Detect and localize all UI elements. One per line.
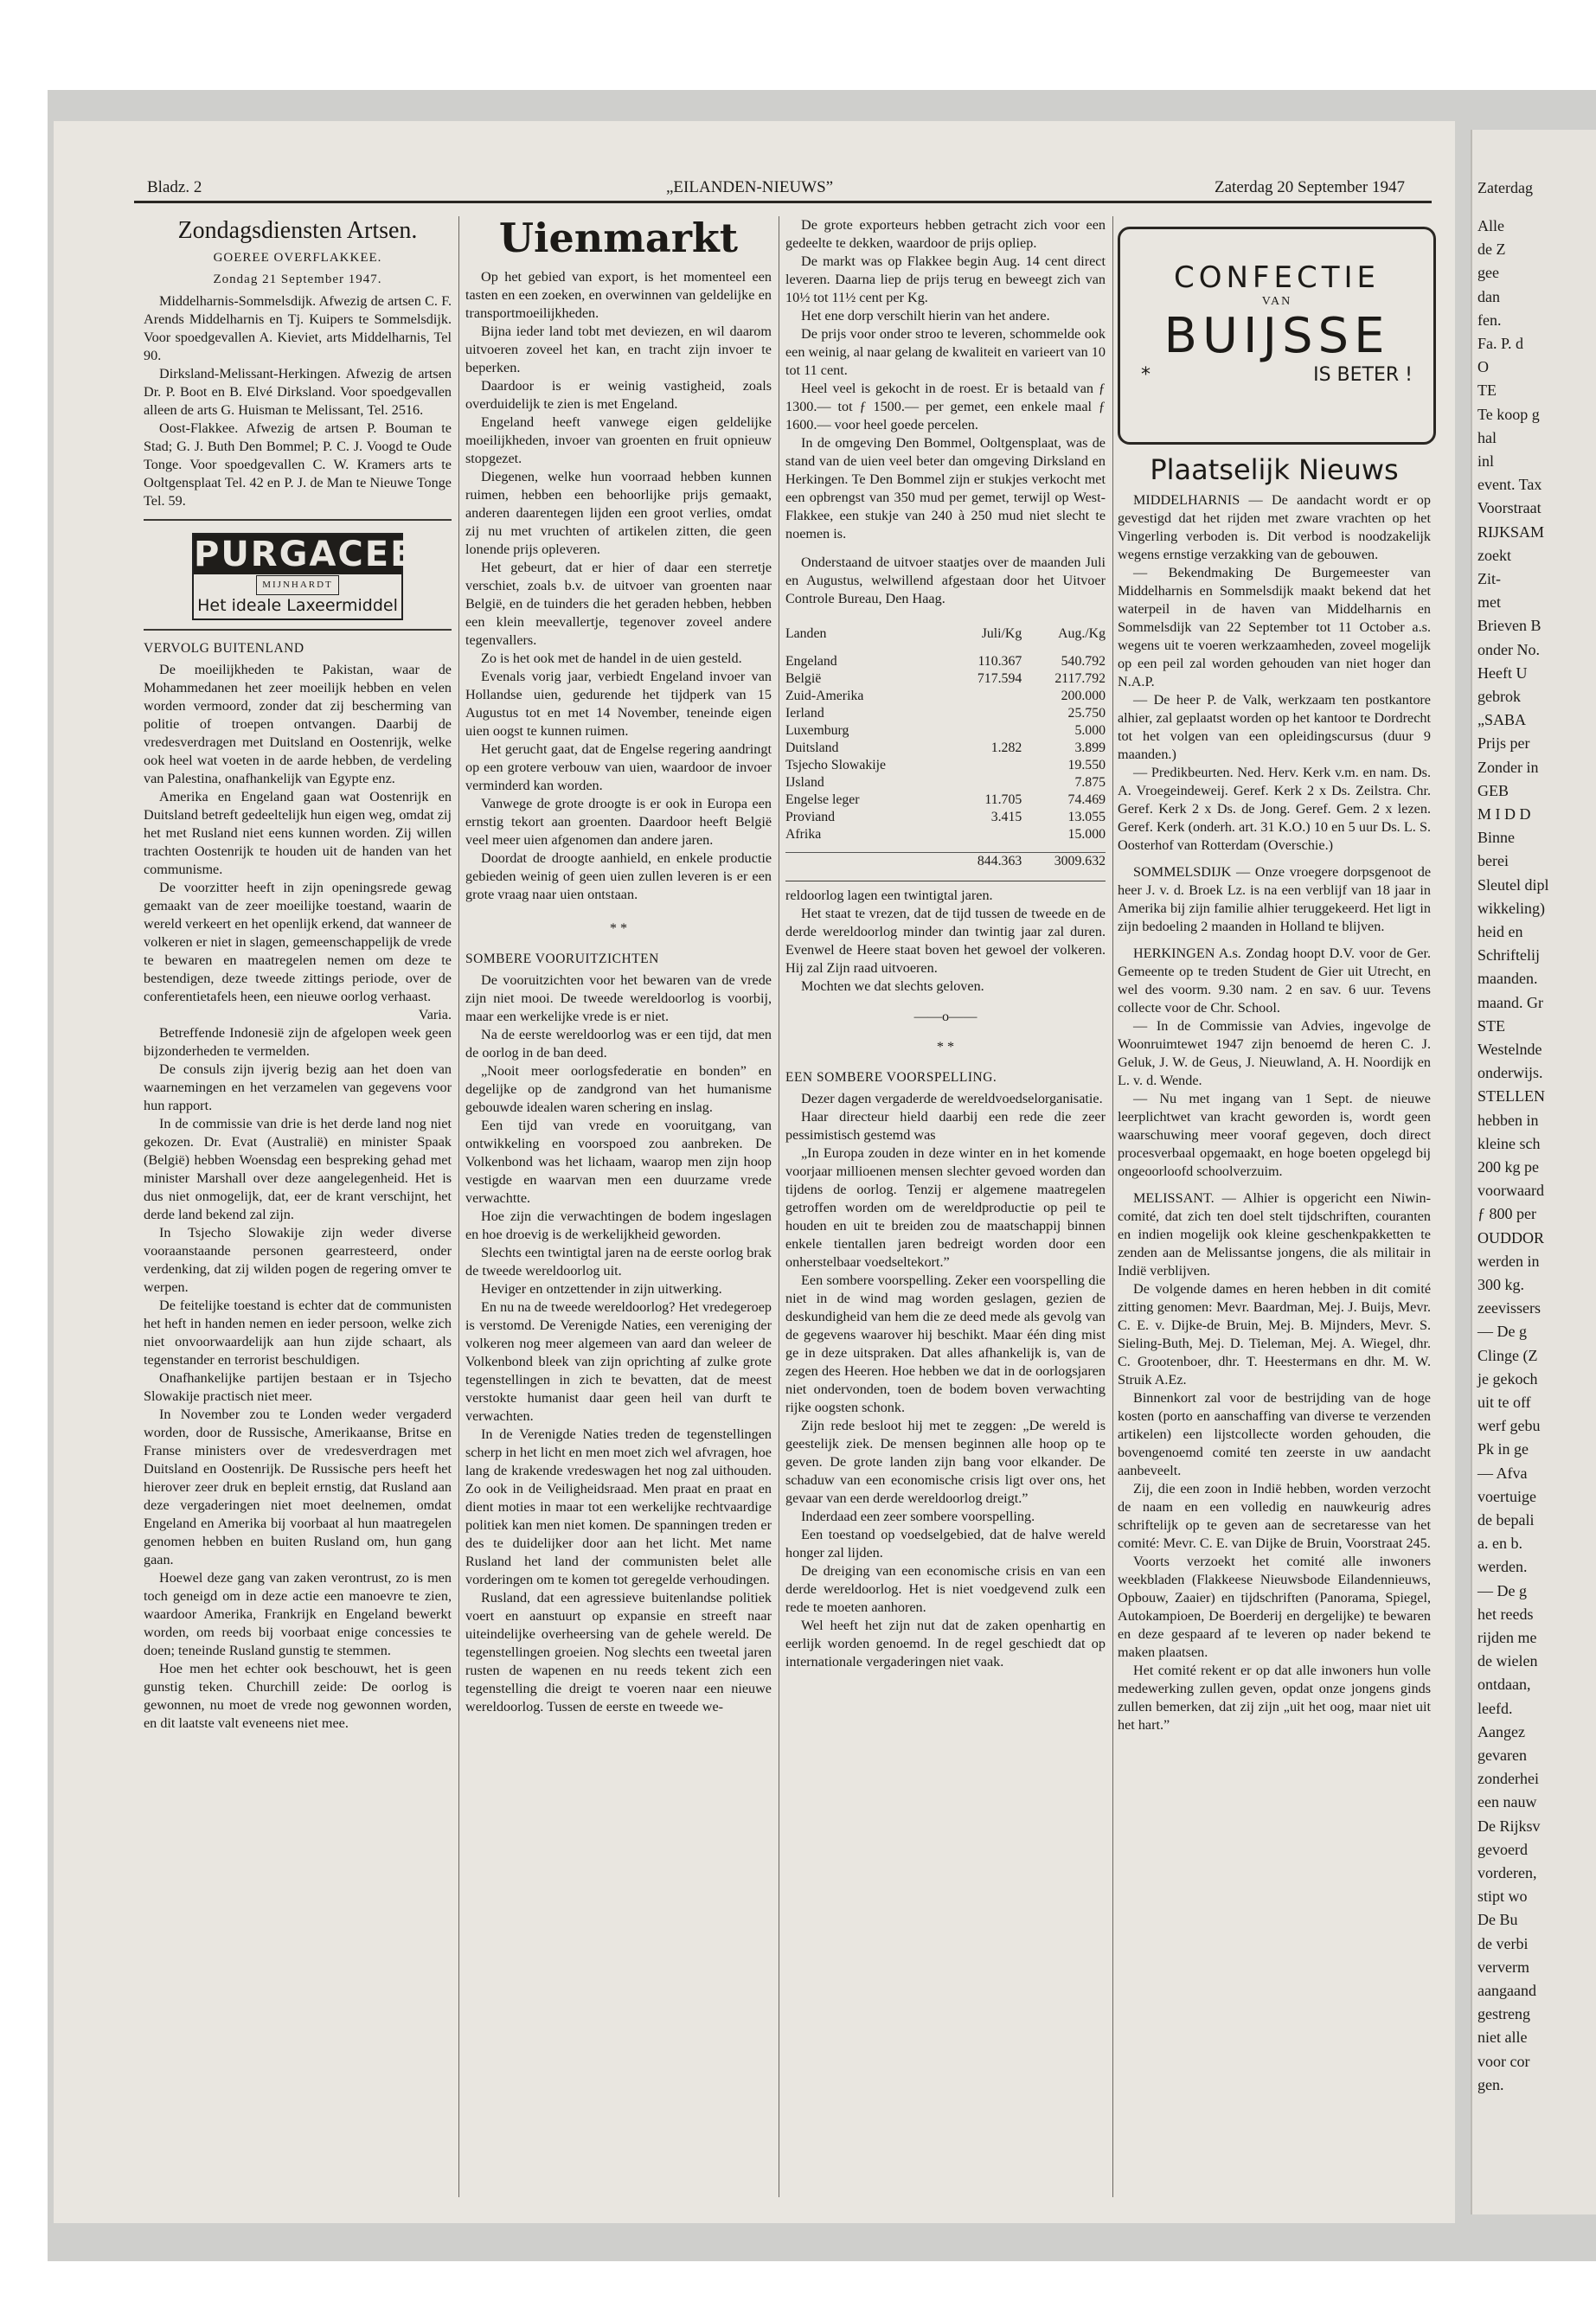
ad-tagline: Het ideale Laxeermiddel bbox=[197, 596, 398, 615]
adjacent-text-fragment: STE bbox=[1477, 1016, 1506, 1035]
adjacent-text-fragment: gee bbox=[1477, 264, 1499, 282]
newspaper-title: „EILANDEN-NIEUWS” bbox=[666, 178, 834, 196]
adjacent-text-fragment: Binne bbox=[1477, 829, 1515, 847]
paragraph: Daardoor is er weinig vastigheid, zoals overduidelijk te zien is met Engeland. bbox=[465, 378, 772, 412]
adjacent-text-fragment: Zit- bbox=[1477, 570, 1501, 587]
value-cell: 25.750 bbox=[1067, 706, 1106, 721]
service-date: Zondag 21 September 1947. bbox=[213, 272, 382, 286]
adjacent-text-fragment: a. en b. bbox=[1477, 1535, 1522, 1553]
adjacent-text-fragment: TE bbox=[1477, 381, 1497, 400]
adjacent-text-fragment: Westelnde bbox=[1477, 1041, 1542, 1058]
adjacent-text-fragment: gebrok bbox=[1477, 688, 1521, 705]
value-cell: 110.367 bbox=[977, 654, 1022, 669]
adjacent-text-fragment: berei bbox=[1477, 852, 1509, 870]
table-row bbox=[785, 722, 1106, 740]
adjacent-text-fragment: wikkeling) bbox=[1477, 899, 1545, 917]
paragraph: Betreffende Indonesië zijn de afgelopen week geen bijzonderheden te vermelden. bbox=[144, 1025, 452, 1059]
adjacent-text-fragment: de verbi bbox=[1477, 1934, 1529, 1952]
paragraph: De grote exporteurs hebben getracht zich voor een gedeelte te dekken, waardoor de prijs opliep. bbox=[785, 217, 1106, 251]
adjacent-text-fragment: voor cor bbox=[1477, 2052, 1530, 2070]
paragraph: In de commissie van drie is het derde land nog niet gekozen. Dr. Evat (Australië) en minister Spaak (België) hebben Woensdag een bespreking gehad met minister Marshall over deze aangelegenheid. Het is dus niet onmogelijk, dat, eer de krant verschijnt, het derde land bekend zal zijn. bbox=[144, 1116, 452, 1222]
adjacent-text-fragment: stipt wo bbox=[1477, 1888, 1528, 1906]
adjacent-text-fragment: dan bbox=[1477, 287, 1500, 305]
value-cell bbox=[949, 757, 1022, 774]
paragraph: Wel heeft het zijn nut dat de zaken openhartig en eerlijk worden genoemd. In de regel geschiedt dat op internationale vergaderingen niet vaak. bbox=[785, 1618, 1106, 1670]
adjacent-text-fragment: M I D D bbox=[1477, 805, 1531, 823]
table-row bbox=[785, 670, 1106, 688]
adjacent-text-fragment: heid en bbox=[1477, 923, 1523, 940]
purgaceen-advertisement bbox=[192, 533, 446, 620]
adjacent-text-fragment: De Bu bbox=[1477, 1911, 1518, 1929]
paragraph: Heel veel is gekocht in de roest. Er is betaald van ƒ 1300.— tot ƒ 1500.— per gemet, een enkele maal ƒ 1600.— voor heel goede percelen. bbox=[785, 381, 1106, 433]
value-cell: 7.875 bbox=[1074, 775, 1106, 790]
adjacent-text-fragment: Heeft U bbox=[1477, 663, 1528, 682]
paragraph: „Nooit meer oorlogsfederatie en bonden” en degelijke op de zandgrond van het humanisme gebouwde idealen waren schering en inslag. bbox=[465, 1063, 772, 1115]
adjacent-text-fragment: voertuige bbox=[1477, 1487, 1536, 1505]
adjacent-text-fragment: de Z bbox=[1477, 240, 1506, 259]
column-1 bbox=[144, 216, 452, 2206]
paragraph: Rusland, dat een agressieve buitenlandse politiek voert en aanstuurt op expansie en streeft naar uiteindelijke overheersing van de gehele wereld. De tegenstellingen groeien. Nog slechts een tweetal jaren rusten de wapenen en nu reeds tekent zich een tegenstelling die dreigt te voeren naar een nieuwe wereldoorlog. Tussen de eerste en tweede we- bbox=[465, 1590, 772, 1715]
adjacent-text-fragment: hebben in bbox=[1477, 1111, 1539, 1129]
adjacent-text-fragment: het reeds bbox=[1477, 1605, 1534, 1623]
paragraph: Zo is het ook met de handel in de uien gesteld. bbox=[481, 651, 742, 666]
table-row bbox=[785, 740, 1106, 757]
issue-date: Zaterdag 20 September 1947 bbox=[1215, 178, 1406, 196]
table-total: 3009.632 bbox=[1054, 854, 1106, 868]
paragraph: „In Europa zouden in deze winter en in het komende voorjaar millioenen mensen slechter gevoed worden dan tijdens de oorlog. Tenzij er algemene maatregelen getroffen worden om de wereldproductie op peil te houden en uit te breiden zou de maatschappij binnen enkele tientallen jaren bedreigt worden door een onherstelbaar voedseltekort.” bbox=[785, 1145, 1106, 1270]
section-heading-buitenland: VERVOLG BUITENLAND bbox=[144, 641, 304, 656]
paragraph: Haar directeur hield daarbij een rede die zeer pessimistisch gestemd was bbox=[785, 1109, 1106, 1143]
adjacent-page-edge bbox=[1471, 130, 1596, 2214]
adjacent-text-fragment: Alle bbox=[1477, 217, 1504, 234]
value-cell bbox=[949, 688, 1022, 705]
paragraph: Engeland heeft vanwege eigen geldelijke moeilijkheden, invoer van groenten en fruit opnieuw stopgezet. bbox=[465, 414, 772, 466]
paragraph: MELISSANT. — Alhier is opgericht een Niwin-comité, dat zich ten doel stelt tijdschriften, couranten en indien mogelijk ook kleine geschenkpakketten te zenden aan de Melissantse jongens, die als militair in Indië verblijven. bbox=[1118, 1190, 1431, 1279]
paragraph: Hoe zijn die verwachtingen de bodem ingeslagen en hoe droevig is de werkelijkheid geworden. bbox=[465, 1208, 772, 1242]
country-cell: IJsland bbox=[785, 775, 824, 790]
value-cell: 717.594 bbox=[977, 671, 1022, 686]
adjacent-text-fragment: een nauw bbox=[1477, 1793, 1537, 1811]
adjacent-text-fragment: — Afva bbox=[1477, 1464, 1528, 1482]
paragraph: Het ene dorp verschilt hierin van het andere. bbox=[801, 308, 1050, 324]
paragraph: In Tsjecho Slowakije zijn weder diverse vooraanstaande personen gearresteerd, onder verdenking, dat zij wilden pogen de regering omver te werpen. bbox=[144, 1225, 452, 1295]
adjacent-text-fragment: onderwijs. bbox=[1477, 1064, 1543, 1082]
table-row bbox=[785, 774, 1106, 792]
paragraph: Op het gebied van export, is het momenteel een tasten en een zoeken, en overwinnen van geldelijke en transportmoeilijkheden. bbox=[465, 269, 772, 321]
value-cell: 13.055 bbox=[1067, 810, 1106, 824]
article-title-plaatselijk-nieuws: Plaatselijk Nieuws bbox=[1150, 455, 1399, 486]
paragraph: Oost-Flakkee. Afwezig de artsen P. Bouman te Stad; G. J. Buth Den Bommel; P. C. J. Voogd te Oude Tonge. Voor spoedgevallen C. W. Kramers arts te Ooltgensplaat Tel. 42 en P. J. de Man te Nieuwe Tonge Tel. 59. bbox=[144, 420, 452, 509]
country-cell: België bbox=[785, 671, 822, 686]
section-rule bbox=[144, 519, 452, 521]
header-rule bbox=[134, 201, 1432, 203]
adjacent-text-fragment: werden in bbox=[1477, 1252, 1540, 1270]
adjacent-text-fragment: 300 kg. bbox=[1477, 1276, 1524, 1293]
adjacent-text-fragment: RIJKSAM bbox=[1477, 522, 1545, 541]
section-rule bbox=[144, 629, 452, 631]
adjacent-text-fragment: aangaand bbox=[1477, 1982, 1536, 1999]
paragraph: Vanwege de grote droogte is er ook in Europa een ernstig tekort aan groenten. Daardoor heeft België veel meer uien afgenomen dan andere jaren. bbox=[465, 796, 772, 848]
adjacent-text-fragment: zoekt bbox=[1477, 546, 1511, 564]
paragraph: Amerika en Engeland gaan wat Oostenrijk en Duitsland betreft gedeeltelijk hun eigen weg, omdat zij het met Rusland niet eens kunnen worden. Zij willen trachten Oostenrijk te houden uit de handen van het communisme. bbox=[144, 789, 452, 877]
country-cell: Engeland bbox=[785, 654, 837, 669]
adjacent-text-fragment: onder No. bbox=[1477, 640, 1540, 658]
paragraph: Hoe men het echter ook beschouwt, het is geen gunstig teken. Churchill zeide: De oorlog is gewonnen, nu moet de vrede nog gewonnen worden, en dit laatste valt eveneens niet mee. bbox=[144, 1661, 452, 1731]
paragraph: Het gerucht gaat, dat de Engelse regering aandringt op een grotere verbouw van uien, waardoor de invoer verminderd kan worden. bbox=[465, 741, 772, 793]
paragraph: Een toestand op voedselgebied, dat de halve wereld honger zal lijden. bbox=[785, 1527, 1106, 1561]
adjacent-text-fragment: werf gebu bbox=[1477, 1417, 1541, 1435]
paragraph: Dirksland-Melissant-Herkingen. Afwezig de artsen Dr. P. Boot en B. Elvé Dirksland. Voor spoedgevallen alleen de arts G. Huisman te Melissant, Tel. 2516. bbox=[144, 366, 452, 418]
table-header: Aug./Kg bbox=[1058, 626, 1106, 641]
table-row bbox=[785, 705, 1106, 722]
value-cell: 200.000 bbox=[1061, 689, 1106, 703]
adjacent-text-fragment: — De g bbox=[1477, 1581, 1527, 1599]
paragraph: Binnenkort zal voor de bestrijding van de hoge kosten (porto en aanschaffing van diverse te verzenden artikelen) een lijstcollecte worden gehouden, die bovengenoemd comité ten zeerste in uw aandacht aanbeveelt. bbox=[1118, 1390, 1431, 1478]
adjacent-text-fragment: de wielen bbox=[1477, 1652, 1538, 1670]
ad-footer bbox=[1120, 364, 1433, 386]
paragraph: Onderstaand de uitvoer staatjes over de maanden Juli en Augustus, welwillend afgestaan door het Uitvoer Controle Bureau, Den Haag. bbox=[785, 554, 1106, 606]
country-cell: Duitsland bbox=[785, 740, 839, 755]
adjacent-text-fragment: inl bbox=[1477, 452, 1495, 470]
paragraph: De volgende dames en heren hebben in dit comité zitting genomen: Mevr. Baardman, Mej. J. Buijs, Mevr. C. E. v. Dijke-de Bruin, Mej. B. Mijnders, Mevr. S. Sieling-Buth, Mej. D. Tieleman, Mej. A. Wiegel, dhr. C. Grootenboer, dhr. T. Heestermans en dhr. M. W. Struik A.Ez. bbox=[1118, 1281, 1431, 1388]
adjacent-text-fragment: De Rijksv bbox=[1477, 1817, 1541, 1835]
section-ornament: * * bbox=[936, 1039, 955, 1054]
value-cell: 1.282 bbox=[990, 740, 1022, 755]
value-cell bbox=[949, 705, 1022, 722]
export-table bbox=[785, 625, 1106, 870]
value-cell bbox=[949, 774, 1022, 792]
value-cell bbox=[949, 722, 1022, 740]
paragraph: — In de Commissie van Advies, ingevolge de Woonruimtewet 1947 zijn benoemd de heren C. J. Geluk, J. W. de Geus, J. Nieuwland, A. H. Noordijk en L. v. d. Wende. bbox=[1118, 1018, 1431, 1088]
country-cell: Engelse leger bbox=[785, 792, 860, 807]
adjacent-text-fragment: de bepali bbox=[1477, 1511, 1535, 1529]
signature: Varia. bbox=[418, 1007, 452, 1022]
adjacent-text-fragment: niet alle bbox=[1477, 2029, 1528, 2047]
table-header: Juli/Kg bbox=[981, 626, 1022, 641]
country-cell: Proviand bbox=[785, 810, 836, 824]
paragraph: — Bekendmaking De Burgemeester van Middelharnis en Sommelsdijk maakt bekend dat het waterpeil in de haven van Middelharnis en Sommelsdijk van 22 September tot 11 October a.s. wegens uit te voeren werkzaamheden, zoveel mogelijk op een peil zal worden gehouden van niet hoger dan N.A.P. bbox=[1118, 565, 1431, 689]
value-cell: 3.415 bbox=[990, 810, 1022, 824]
adjacent-text-fragment: Te koop g bbox=[1477, 405, 1540, 423]
ad-headline: CONFECTIE bbox=[1174, 260, 1380, 295]
paragraph: Bijna ieder land tobt met deviezen, en wil daarom uitvoeren zoveel het kan, en tracht zijn invoer te beperken. bbox=[465, 324, 772, 375]
paragraph: — De heer P. de Valk, werkzaam ten postkantore alhier, zal geplaatst worden op het kantoor te Dordrecht tot het volgen van een opleidingscursus (duur 9 maanden.) bbox=[1118, 692, 1431, 762]
paragraph: Doordat de droogte aanhield, en enkele productie gebieden weinig of geen uien zullen leveren is er een grote vraag naar uien ontstaan. bbox=[465, 850, 772, 902]
country-cell: Zuid-Amerika bbox=[785, 689, 864, 703]
paragraph: Inderdaad een zeer sombere voorspelling. bbox=[801, 1509, 1035, 1524]
adjacent-text-fragment: Pk in ge bbox=[1477, 1440, 1529, 1458]
table-row bbox=[785, 688, 1106, 705]
adjacent-text-fragment: Aangez bbox=[1477, 1722, 1525, 1740]
paragraph: De consuls zijn ijverig bezig aan het doen van waarnemingen en het verzamelen van gegevens voor hun rapport. bbox=[144, 1061, 452, 1113]
paragraph: — Predikbeurten. Ned. Herv. Kerk v.m. en nam. Ds. A. Vroegeindeweij. Geref. Kerk 2 x Ds. Zeilstra. Chr. Geref. Kerk 2 x Ds. de Jong. Geref. Gem. 2 x lezen. Geref. Kerk (onderh. art. 31 K.O.) 10 en 5 uur Ds. L. S. Oosterhof van Rotterdam (Overschie.) bbox=[1118, 765, 1431, 853]
ad-star-glyph: * bbox=[1141, 364, 1151, 386]
paragraph: reldoorlog lagen een twintigtal jaren. bbox=[785, 888, 993, 903]
paragraph: Het staat te vrezen, dat de tijd tussen de tweede en de derde wereldoorlog minder dan twintig jaar zal duren. Evenwel de Heere staat boven het gewoel der volkeren. Hij zal Zijn raad uitvoeren. bbox=[785, 906, 1106, 976]
confectie-buijsse-advertisement bbox=[1118, 227, 1436, 445]
adjacent-text-fragment: uit te off bbox=[1477, 1394, 1531, 1411]
table-row bbox=[785, 792, 1106, 809]
adjacent-text-fragment: rijden me bbox=[1477, 1629, 1537, 1646]
adjacent-text-fragment: Zonder in bbox=[1477, 758, 1539, 776]
adjacent-text-fragment: zeevissers bbox=[1477, 1299, 1541, 1317]
value-cell: 3.899 bbox=[1074, 740, 1106, 755]
paragraph: Een sombere voorspelling. Zeker een voorspelling die niet in de wind mag worden geslagen, gezien de deskundigheid van hem die ze deed mede als gevolg van de gegevens waarover hij beschikt. Maar één ding mist ge in deze uitspraken. Dat alles afhankelijk is, van de zegen des Heeren. Hoe hebben we dat in de oorlogsjaren niet ondervonden, toen de bodem boven verwachting rijke oogsten schonk. bbox=[785, 1272, 1106, 1415]
paragraph: SOMMELSDIJK — Onze vroegere dorpsgenoot de heer J. v. d. Broek Lz. is na een verblijf van 18 jaar in Amerika bij zijn familie alhier teruggekeerd. Het ligt in zijn bedoeling 2 maanden in Holland te blijven. bbox=[1118, 864, 1431, 934]
table-total-row bbox=[785, 853, 1106, 871]
table-row bbox=[785, 757, 1106, 774]
paragraph: De voorzitter heeft in zijn openingsrede gewag gemaakt van de zeer moeilijke toestand, waarin de wereld verkeert en het openlijk erkend, dat wanneer de volkeren er niet in slagen, gemeenschappelijk de vrede te bewaren en maatregelen nemen om deze te bestendigen, deze tweede zittings periode, over de conferentietafels heen, een nieuwe oorlog verhaast. bbox=[144, 880, 452, 1004]
paragraph: In de Verenigde Naties treden de tegenstellingen scherp in het licht en men moet zich wel afvragen, hoe lang de krakende vredeswagen het nog zal uithouden. Zo ook in de Veiligheidsraad. Men praat en praat en dient moties in maar tot een werkelijke rechtvaardige politiek kan men niet komen. De spanningen treden er des te duidelijker door aan het licht. Met name Rusland het land der communisten belet alle vorderingen om te komen tot geregelde verhoudingen. bbox=[465, 1426, 772, 1587]
paragraph: De markt was op Flakkee begin Aug. 14 cent direct leveren. Daarna liep de prijs terug en beweegt zich van 10½ tot 11½ cent per Kg. bbox=[785, 253, 1106, 305]
adjacent-text-fragment: voorwaard bbox=[1477, 1182, 1544, 1200]
ad-maker: MIJNHARDT bbox=[256, 575, 339, 595]
paragraph: Dezer dagen vergaderde de wereldvoedselorganisatie. bbox=[801, 1091, 1103, 1106]
article-title-artsen: Zondagsdiensten Artsen. bbox=[177, 217, 418, 244]
paragraph: De prijs voor onder stroo te leveren, schommelde ook een weinig, al naar gelang de kwaliteit en varieert van 10 tot 11 cent. bbox=[785, 326, 1106, 378]
adjacent-text-fragment: Brieven B bbox=[1477, 617, 1542, 635]
adjacent-header: Zaterdag bbox=[1477, 179, 1533, 196]
adjacent-text-fragment: gevaren bbox=[1477, 1747, 1527, 1764]
paragraph: Onafhankelijke partijen bestaan er in Tsjecho Slowakije practisch niet meer. bbox=[144, 1370, 452, 1404]
paragraph: Hoewel deze gang van zaken verontrust, zo is men toch geneigd om in deze actie een manoevre te zien, waardoor Amerika, Frankrijk en Engeland bewerkt worden, om reeds bij voorbaat enige concessies te doen; teneinde Rusland gunstig te stemmen. bbox=[144, 1570, 452, 1658]
adjacent-text-fragment: Voorstraat bbox=[1477, 499, 1542, 517]
region-heading: GOEREE OVERFLAKKEE. bbox=[213, 251, 382, 265]
paragraph: HERKINGEN A.s. Zondag hoopt D.V. voor de Ger. Gemeente op te treden Student de Gier uit Utrecht, en wel des voorm. 9.30 nam. 2 en sav. 6 uur. Tevens collecte voor de Chr. School. bbox=[1118, 945, 1431, 1016]
paragraph: — Nu met ingang van 1 Sept. de nieuwe leerplichtwet van kracht geworden is, wordt geen waarschuwing meer vooraf gegeven, doch direct procesverbaal opgemaakt, en hoge boeten opgelegd bij ongeoorloofd schoolverzuim. bbox=[1118, 1091, 1431, 1179]
value-cell: 2117.792 bbox=[1054, 671, 1106, 686]
paragraph: Het gebeurt, dat er hier of daar een sterretje verschiet, zoals b.v. de uitvoer van groenten naar België, en de tuinders die het geraden hebben, hebben een klein meevallertje, tegenover zoveel andere tegenvallers. bbox=[465, 560, 772, 648]
adjacent-text-fragment: kleine sch bbox=[1477, 1134, 1541, 1152]
adjacent-text-fragment: je gekoch bbox=[1477, 1369, 1538, 1388]
paragraph: Heviger en ontzettender in zijn uitwerking. bbox=[481, 1281, 722, 1297]
adjacent-text-fragment: ontdaan, bbox=[1477, 1676, 1531, 1694]
adjacent-text-fragment: Schriftelij bbox=[1477, 946, 1540, 965]
table-row bbox=[785, 653, 1106, 670]
adjacent-text-fragment: Fa. P. d bbox=[1477, 335, 1524, 352]
value-cell: 15.000 bbox=[1067, 827, 1106, 842]
adjacent-text-fragment: Clinge (Z bbox=[1477, 1346, 1538, 1364]
adjacent-text-fragment: gen. bbox=[1477, 2075, 1504, 2093]
adjacent-text-fragment: werden. bbox=[1477, 1558, 1528, 1576]
adjacent-text-fragment: maanden. bbox=[1477, 970, 1538, 988]
paragraph: De vooruitzichten voor het bewaren van de vrede zijn niet mooi. De tweede wereldoorlog is voorbij, maar een werkelijke vrede is er niet. bbox=[465, 972, 772, 1024]
column-2 bbox=[465, 216, 772, 2206]
ad-slogan: IS BETER ! bbox=[1313, 364, 1413, 386]
paragraph: Zijn rede besloot hij met te zeggen: „De wereld is geestelijk ziek. De mensen beginnen alle hoop op te geven. De grote landen zijn bang voor elkander. De schaduw van een economische crisis ligt over ons, het gevaar van een derde wereldoorlog dreigt.” bbox=[785, 1418, 1106, 1506]
value-cell: 19.550 bbox=[1067, 758, 1106, 772]
table-cell bbox=[785, 853, 949, 871]
value-cell bbox=[949, 826, 1022, 843]
paragraph: MIDDELHARNIS — De aandacht wordt er op gevestigd dat het rijden met zware vrachten op het Vingerling verboden is. Dit verbod is noodzakelijk wegens ernstige verzakking van de gebouwen. bbox=[1118, 492, 1431, 562]
paragraph: Diegenen, welke hun voorraad hebben kunnen ruimen, hebben een behoorlijke prijs gemaakt, anderen daarentegen lijden een groot verlies, omdat zij nu met vruchten of artikelen zitten, die geen lonende prijs opleveren. bbox=[465, 469, 772, 557]
paragraph: Voorts verzoekt het comité alle inwoners weekbladen (Flakkeese Nieuwsbode Eilandennieuws, Opbouw, Zaaier) en tijdschriften (Panorama, Spiegel, Autokampioen, De Boerderij en dergelijke) te bewaren en deze gespaard af te leveren op nader bekend te maken plaatsen. bbox=[1118, 1554, 1431, 1660]
paragraph: De dreiging van een economische crisis en van een derde wereldoorlog. Het is niet voedgevend zulk een rede te moeten aanhoren. bbox=[785, 1563, 1106, 1615]
paragraph: Een tijd van vrede en vooruitgang, van ontwikkeling en voorspoed zou aanbreken. De Volkenbond was het lichaam, waarop men zijn hoop vestigde en waarvan men een duurzame vrede verwachtte. bbox=[465, 1118, 772, 1206]
value-cell: 5.000 bbox=[1074, 723, 1106, 738]
adjacent-text-fragment: 200 kg pe bbox=[1477, 1158, 1539, 1176]
table-row bbox=[785, 809, 1106, 826]
adjacent-text-fragment: ververm bbox=[1477, 1958, 1529, 1976]
paragraph: Het comité rekent er op dat alle inwoners hun volle medewerking zullen geven, opdat onze jongens ginds zullen bemerken, dat zij zijn „uit het oog, maar niet uit het hart.” bbox=[1118, 1663, 1431, 1733]
country-cell: Afrika bbox=[785, 827, 822, 842]
adjacent-text-fragment: OUDDOR bbox=[1477, 1228, 1545, 1247]
paragraph: Slechts een twintigtal jaren na de eerste oorlog brak de tweede wereldoorlog uit. bbox=[465, 1245, 772, 1279]
article-title-uienmarkt: Uienmarkt bbox=[498, 216, 739, 261]
paragraph: Na de eerste wereldoorlog was er een tijd, dat men de oorlog in de ban deed. bbox=[465, 1027, 772, 1061]
adjacent-text-fragment: Prijs per bbox=[1477, 734, 1530, 753]
paragraph: Middelharnis-Sommelsdijk. Afwezig de artsen C. F. Arends Middelharnis en Tj. Kuipers te Sommelsdijk. Voor spoedgevallen A. Kieviet, arts Middelharnis, Tel 90. bbox=[144, 293, 452, 363]
adjacent-text-fragment: zonderhei bbox=[1477, 1770, 1539, 1788]
adjacent-text-fragment: „SABA bbox=[1477, 711, 1527, 729]
adjacent-text-fragment: Sleutel dipl bbox=[1477, 875, 1549, 894]
paragraph: Mochten we dat slechts geloven. bbox=[801, 978, 984, 994]
section-heading-voorspelling: EEN SOMBERE VOORSPELLING. bbox=[785, 1070, 997, 1085]
adjacent-text-fragment: vorderen, bbox=[1477, 1864, 1537, 1881]
ad-brand: PURGACEEN bbox=[194, 535, 446, 574]
column-4 bbox=[1118, 455, 1431, 2202]
column-3 bbox=[785, 216, 1106, 2206]
adjacent-text-fragment: gestreng bbox=[1477, 2005, 1530, 2023]
column-divider bbox=[458, 216, 459, 2197]
paragraph: De moeilijkheden te Pakistan, waar de Mohammedanen het zeer moeilijk hebben en velen worden vermoord, zonder dat zij bescherming van politie of troepen ontvangen. Daarbij de vredesverdragen met Duitsland en Oostenrijk, welke ook heel wat voeten in de aarde hebben, de verdeling van Palestina, onafhankelijk van Egypte enz. bbox=[144, 662, 452, 786]
country-cell: Tsjecho Slowakije bbox=[785, 758, 887, 772]
page-number: Bladz. 2 bbox=[147, 178, 202, 196]
adjacent-text-fragment: maand. Gr bbox=[1477, 993, 1543, 1011]
table-header: Landen bbox=[785, 626, 827, 641]
paragraph: Zij, die een zoon in Indië hebben, worden verzocht de naam en een volledig en nauwkeurig adres schriftelijk op te geven aan de secretaresse van het comité: Mevr. C. E. van Dijke de Bruin, Voorstraat 245. bbox=[1118, 1481, 1431, 1551]
adjacent-text-fragment: GEB bbox=[1477, 781, 1509, 799]
adjacent-text-fragment: hal bbox=[1477, 428, 1497, 446]
paragraph: In November zou te Londen weder vergaderd worden, door de Russische, Amerikaanse, Britse en Franse ministers over de vredesverdragen met Duitsland en Oostenrijk. De Russische pers heeft het hierover zeer druk en bepleit ernstig, dat Rusland aan deze vergaderingen niet moet deelnemen, omdat Engeland en Amerika bij voorbaat al hun maatregelen genomen hebben en buiten Rusland om, hun gang gaan. bbox=[144, 1407, 452, 1567]
adjacent-text-fragment: ƒ 800 per bbox=[1477, 1205, 1536, 1223]
column-divider bbox=[1112, 216, 1113, 2197]
section-heading-vooruitzichten: SOMBERE VOORUITZICHTEN bbox=[465, 952, 659, 966]
export-table-body bbox=[785, 653, 1106, 843]
table-total: 844.363 bbox=[977, 854, 1022, 868]
adjacent-text-fragment: STELLEN bbox=[1477, 1087, 1545, 1106]
adjacent-text-fragment: fen. bbox=[1477, 311, 1502, 329]
adjacent-text-fragment: — De g bbox=[1477, 1323, 1527, 1341]
ad-connector: VAN bbox=[1261, 295, 1292, 308]
adjacent-text-fragment: event. Tax bbox=[1477, 476, 1542, 494]
country-cell: Luxemburg bbox=[785, 723, 849, 738]
paragraph: In de omgeving Den Bommel, Ooltgensplaat, was de stand van de uien veel beter dan omgeving Dirksland en Herkingen. Te Den Bommel zijn er stukjes verkocht met een opbrengst van 350 mud per gemet, terwijl op West-Flakkee, een stukje van 240 à 250 mud niet slecht te noemen is. bbox=[785, 435, 1106, 542]
country-cell: Ierland bbox=[785, 706, 824, 721]
paragraph: De feitelijke toestand is echter dat de communisten het heft in handen nemen en ieder persoon, welke zich niet onvoorwaardelijk aan hun zijde schaart, als tegenstander en terrorist beschuldigen. bbox=[144, 1298, 452, 1368]
separator-ornament: ——o—— bbox=[913, 1009, 977, 1024]
value-cell: 74.469 bbox=[1067, 792, 1106, 807]
value-cell: 540.792 bbox=[1061, 654, 1106, 669]
adjacent-text-fragment: O bbox=[1477, 358, 1489, 376]
value-cell: 11.705 bbox=[984, 792, 1022, 807]
paragraph: En nu na de tweede wereldoorlog? Het vredegeroep is verstomd. De Verenigde Naties, een vereniging der volkeren nog meer algemeen van aard dan weleer de Volkenbond bleek van zijn oprichting af zulke grote tegenstellingen in zich te bevatten, dat de meest verstokte humanist daar geen heil van durft te verwachten. bbox=[465, 1299, 772, 1424]
table-row bbox=[785, 826, 1106, 843]
adjacent-text-fragment: leefd. bbox=[1477, 1699, 1513, 1717]
adjacent-text-fragment: gevoerd bbox=[1477, 1840, 1528, 1858]
table-header-row bbox=[785, 625, 1106, 643]
adjacent-text-fragment: met bbox=[1477, 593, 1501, 612]
section-ornament: * * bbox=[609, 920, 628, 936]
ad-brand: BUIJSSE bbox=[1163, 308, 1390, 364]
paragraph: Evenals vorig jaar, verbiedt Engeland invoer van Hollandse uien, gedurende het tijdperk van 15 Augustus tot en met 14 November, teneinde eigen uien oogst te kunnen ruimen. bbox=[465, 669, 772, 739]
